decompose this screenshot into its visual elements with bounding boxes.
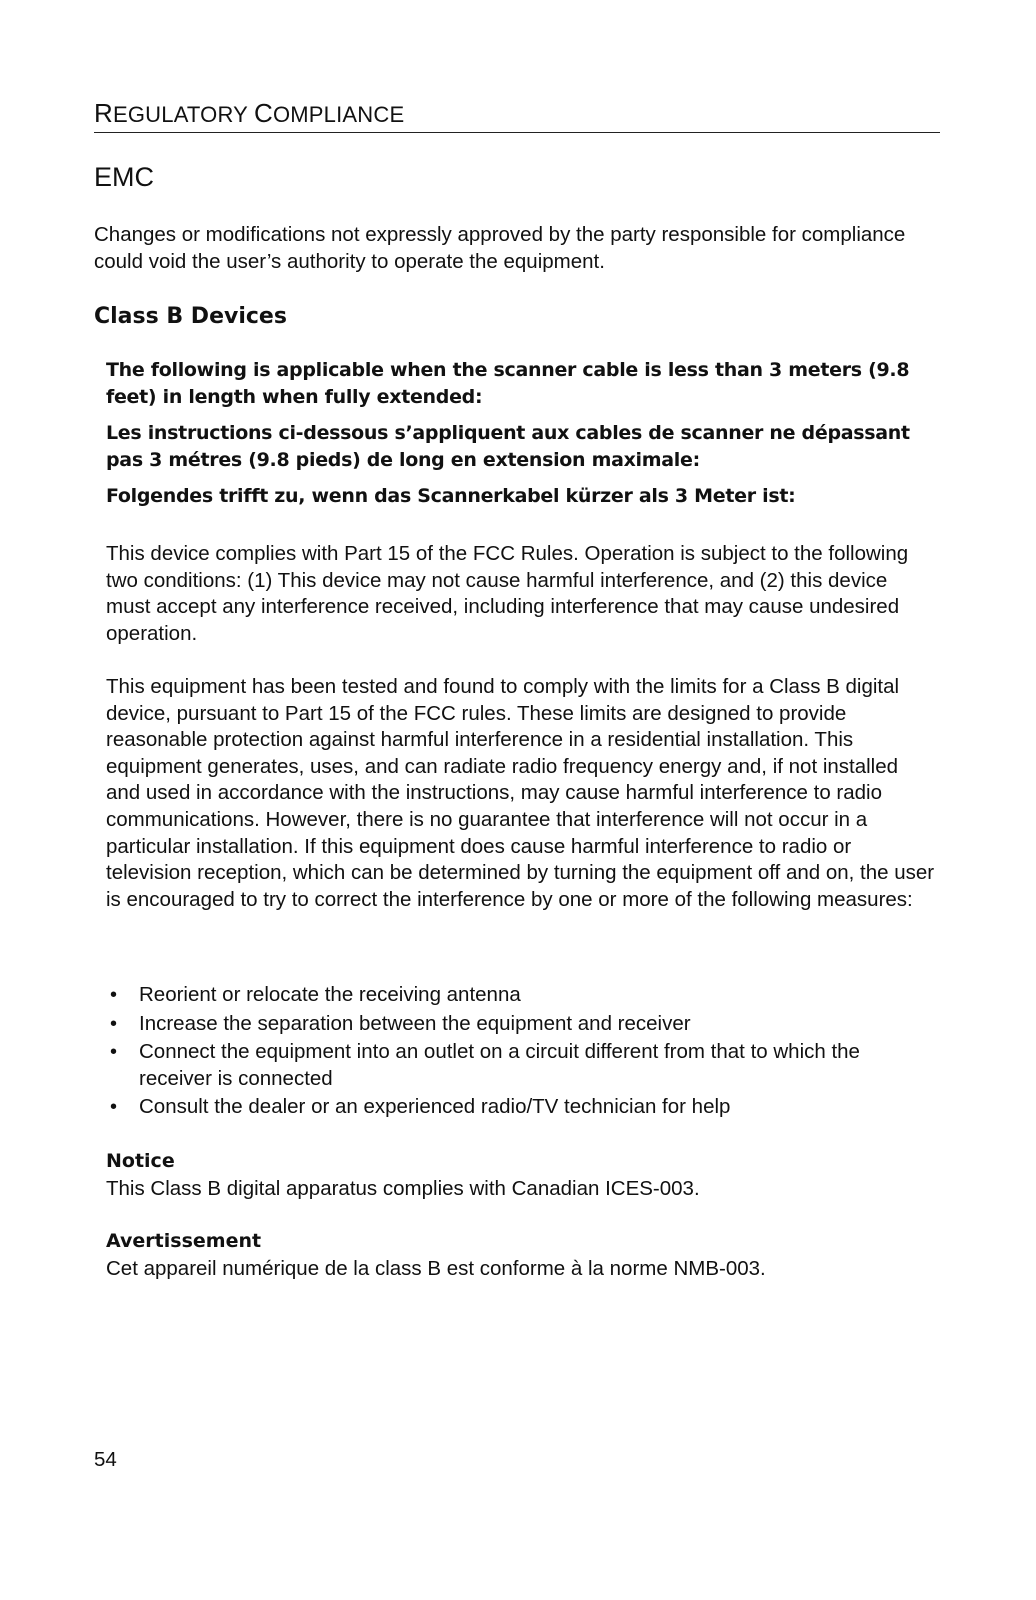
- running-header: [94, 97, 940, 133]
- page-number: 54: [94, 1448, 117, 1471]
- fcc-conditions-paragraph: This device complies with Part 15 of the FCC Rules. Operation is subject to the following two conditions: (1) This device may not cause harmful interference, and (2) this device must accept any interference received, including interference that may cause undesired operation.: [106, 542, 909, 645]
- bullet-icon: •: [110, 1041, 118, 1064]
- class-b-limits-paragraph: This equipment has been tested and found to comply with the limits for a Class B digital device, pursuant to Part 15 of the FCC rules. These limits are designed to provide reasonable protection against harmful interference in a residential installation. This equipment generates, uses, and can radiate radio frequency energy and, if not installed and used in accordance with the instructions, may cause harmful interference to radio communications. However, there is no guarantee that interference will not occur in a particular installation. If this equipment does cause harmful interference to radio or television reception, which can be determined by turning the equipment off and on, the user is encouraged to try to correct the interference by one or more of the following measures:: [106, 675, 935, 911]
- class-b-subheading: Class B Devices: [94, 304, 287, 329]
- measure-text: Reorient or relocate the receiving antenna: [139, 983, 521, 1006]
- avertissement-text: Cet appareil numérique de la class B est conforme à la norme NMB-003.: [106, 1257, 766, 1280]
- intro-paragraph: Changes or modifications not expressly approved by the party responsible for compliance could void the user’s authority to operate the equipment.: [94, 223, 906, 273]
- applicability-english: The following is applicable when the scanner cable is less than 3 meters (9.8 feet) in length when fully extended:: [106, 359, 910, 408]
- bullet-icon: •: [110, 984, 118, 1006]
- applicability-german: Folgendes trifft zu, wenn das Scannerkabel kürzer als 3 Meter ist:: [106, 485, 796, 507]
- notice-heading: Notice: [106, 1150, 175, 1172]
- header-initial-r: R: [94, 98, 113, 128]
- measure-text: Consult the dealer or an experienced radio/TV technician for help: [139, 1095, 731, 1119]
- list-item: [106, 1011, 936, 1038]
- notice-text: This Class B digital apparatus complies with Canadian ICES-003.: [106, 1177, 700, 1200]
- list-item: [106, 982, 936, 1009]
- list-item: [106, 1094, 936, 1121]
- applicability-french: Les instructions ci-dessous s’appliquent aux cables de scanner ne dépassant pas 3 métres (9.8 pieds) de long en extension maximale:: [106, 422, 910, 471]
- header-text-ompliance: OMPLIANCE: [272, 102, 405, 127]
- list-item: [106, 1039, 936, 1092]
- measures-list: [106, 982, 936, 1123]
- measure-text: Connect the equipment into an outlet on a circuit different from that to which the receiver is connected: [139, 1040, 860, 1090]
- bullet-icon: •: [110, 1096, 118, 1119]
- section-title: EMC: [94, 162, 154, 192]
- header-text-egulatory: EGULATORY: [112, 102, 254, 127]
- avertissement-heading: Avertissement: [106, 1230, 262, 1252]
- bullet-icon: •: [110, 1012, 118, 1035]
- measure-text: Increase the separation between the equipment and receiver: [139, 1011, 691, 1035]
- header-initial-c: C: [253, 98, 273, 128]
